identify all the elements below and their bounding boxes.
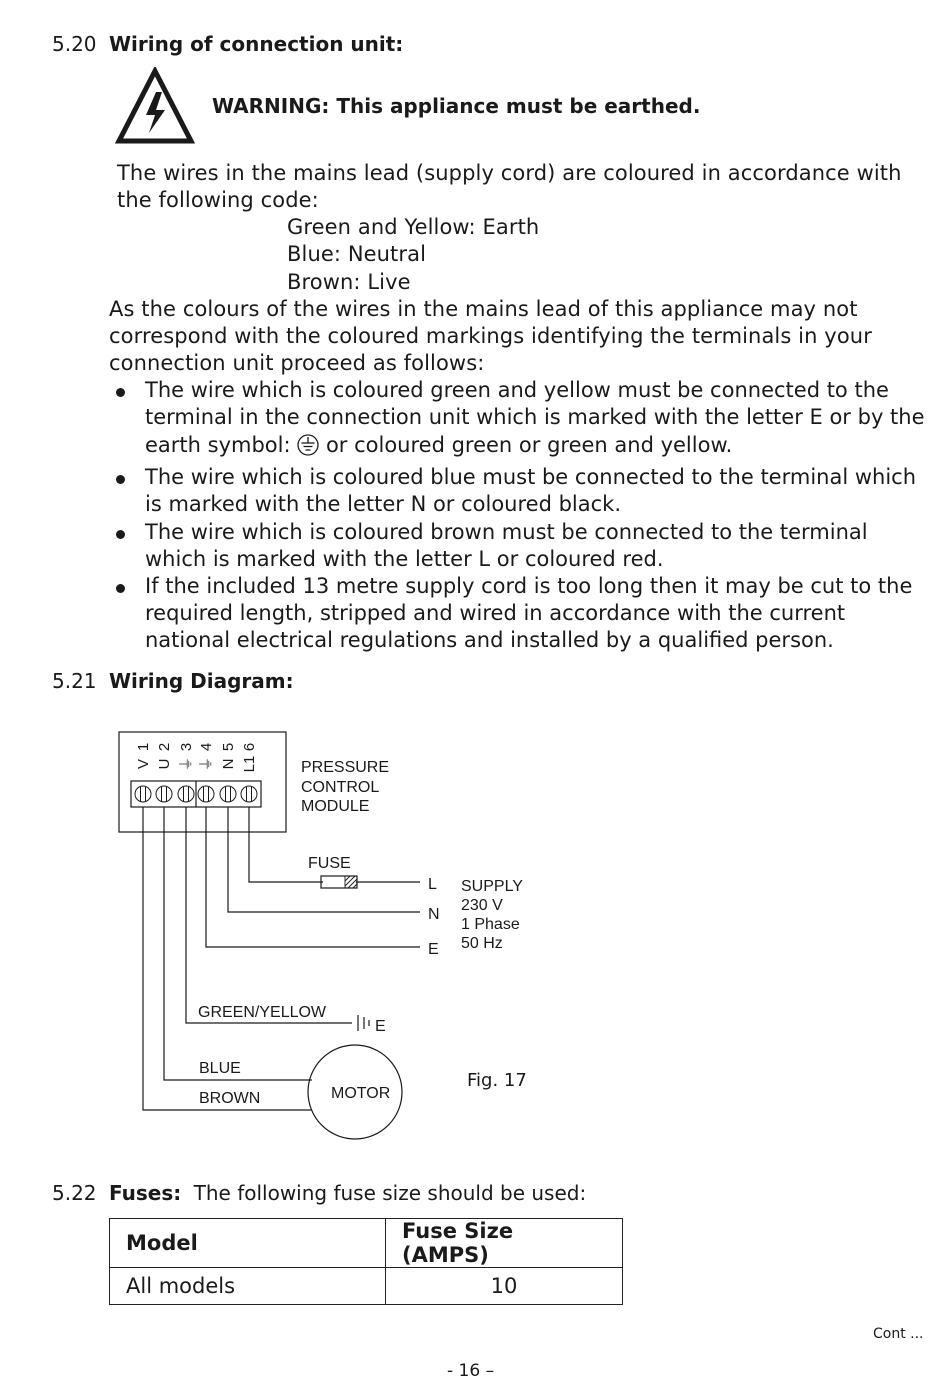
bullet-1-line-3a: earth symbol: xyxy=(145,433,291,457)
section-title-wiring-diagram: Wiring Diagram: xyxy=(109,669,294,693)
code-earth: Green and Yellow: Earth xyxy=(287,215,540,239)
bullet-2-line-1: The wire which is coloured blue must be connected to the terminal which xyxy=(145,465,917,489)
cell-model: All models xyxy=(110,1268,386,1305)
fuses-intro-text: The following fuse size should be used: xyxy=(193,1181,587,1205)
supply-live-label: L xyxy=(428,876,437,893)
bullet-3-line-1: The wire which is coloured brown must be connected to the terminal xyxy=(145,520,868,544)
earth-terminal-label: E xyxy=(375,1018,386,1035)
bullet-4-line-1: If the included 13 metre supply cord is too long then it may be cut to the xyxy=(145,574,913,598)
supply-label-line-3: 1 Phase xyxy=(461,916,520,933)
terminal-letter-6: L1 xyxy=(241,755,258,773)
bullet-4-line-3: national electrical regulations and installed by a qualified person. xyxy=(145,628,834,652)
warning-earthed: WARNING: This appliance must be earthed. xyxy=(212,94,701,118)
table-row xyxy=(110,1268,623,1305)
module-label-line-1: PRESSURE xyxy=(301,759,390,776)
continued-note: Cont ... xyxy=(873,1326,924,1342)
module-label-line-2: CONTROL xyxy=(301,779,380,796)
terminal-screw-1 xyxy=(135,786,151,802)
section-number-5-21: 5.21 xyxy=(52,669,97,693)
bullet-1-line-2: terminal in the connection unit which is marked with the letter E or by the xyxy=(145,405,925,429)
paragraph-line-3: connection unit proceed as follows: xyxy=(109,351,485,375)
paragraph-line-2: correspond with the coloured markings identifying the terminals in your xyxy=(109,324,872,348)
page-number: - 16 – xyxy=(447,1361,495,1381)
terminal-letter-2: U xyxy=(156,758,173,770)
terminal-screw-2 xyxy=(156,786,172,802)
supply-label-line-2: 230 V xyxy=(461,897,503,914)
bullet-1-line-3b: or coloured green or green and yellow. xyxy=(325,433,733,457)
fuse-symbol xyxy=(321,876,357,888)
terminal-letter-5: N xyxy=(220,758,237,770)
bullet-1-line-1: The wire which is coloured green and yellow must be connected to the xyxy=(145,378,889,402)
earth-terminal-icon xyxy=(358,1015,369,1031)
terminal-number-6: 6 xyxy=(241,742,258,752)
terminal-screw-4 xyxy=(198,786,214,802)
module-label-line-3: MODULE xyxy=(301,798,370,815)
section-title-fuses: Fuses: xyxy=(109,1181,182,1205)
cell-fuse-size: 10 xyxy=(386,1268,623,1305)
terminal-number-3: 3 xyxy=(178,742,195,752)
terminal-screw-3 xyxy=(178,786,194,802)
supply-label-line-1: SUPPLY xyxy=(461,878,523,895)
section-title-wiring-connection-unit: Wiring of connection unit: xyxy=(109,32,404,56)
code-neutral: Blue: Neutral xyxy=(287,242,427,266)
bullet-2-line-2: is marked with the letter N or coloured black. xyxy=(145,492,622,516)
brown-wire-label: BROWN xyxy=(199,1090,261,1107)
header-fuse-size: Fuse Size (AMPS) xyxy=(386,1219,623,1268)
section-number-5-20: 5.20 xyxy=(52,32,97,56)
figure-caption: Fig. 17 xyxy=(467,1070,527,1091)
terminal-number-5: 5 xyxy=(220,742,237,752)
terminal-number-4: 4 xyxy=(198,742,215,752)
code-live: Brown: Live xyxy=(287,270,411,294)
terminal-number-2: 2 xyxy=(156,742,173,752)
bullet-4-line-2: required length, stripped and wired in accordance with the current xyxy=(145,601,846,625)
header-model: Model xyxy=(110,1219,386,1268)
terminal-screw-5 xyxy=(220,786,236,802)
bullet-3-line-2: which is marked with the letter L or coloured red. xyxy=(145,547,664,571)
supply-neutral-label: N xyxy=(428,906,440,923)
terminal-number-1: 1 xyxy=(135,742,152,752)
terminal-letter-1: V xyxy=(135,758,152,770)
section-number-5-22: 5.22 xyxy=(52,1181,97,1205)
terminal-screw-6 xyxy=(241,786,257,802)
table-header-row xyxy=(110,1219,623,1268)
paragraph-line-1: As the colours of the wires in the mains lead of this appliance may not xyxy=(109,297,858,321)
terminal-letter-4: ⏚ xyxy=(198,756,215,772)
blue-wire-label: BLUE xyxy=(199,1060,241,1077)
terminal-letter-3: ⏚ xyxy=(178,756,195,772)
supply-label-line-4: 50 Hz xyxy=(461,935,503,952)
fuse-size-table xyxy=(109,1218,623,1305)
motor-label: MOTOR xyxy=(331,1085,391,1102)
intro-line-1: The wires in the mains lead (supply cord) are coloured in accordance with xyxy=(117,161,902,185)
supply-earth-label: E xyxy=(428,941,439,958)
intro-line-2: the following code: xyxy=(117,188,319,212)
fuse-label: FUSE xyxy=(308,855,351,872)
green-yellow-wire-label: GREEN/YELLOW xyxy=(198,1004,327,1021)
fuses-heading-line xyxy=(109,1181,586,1205)
